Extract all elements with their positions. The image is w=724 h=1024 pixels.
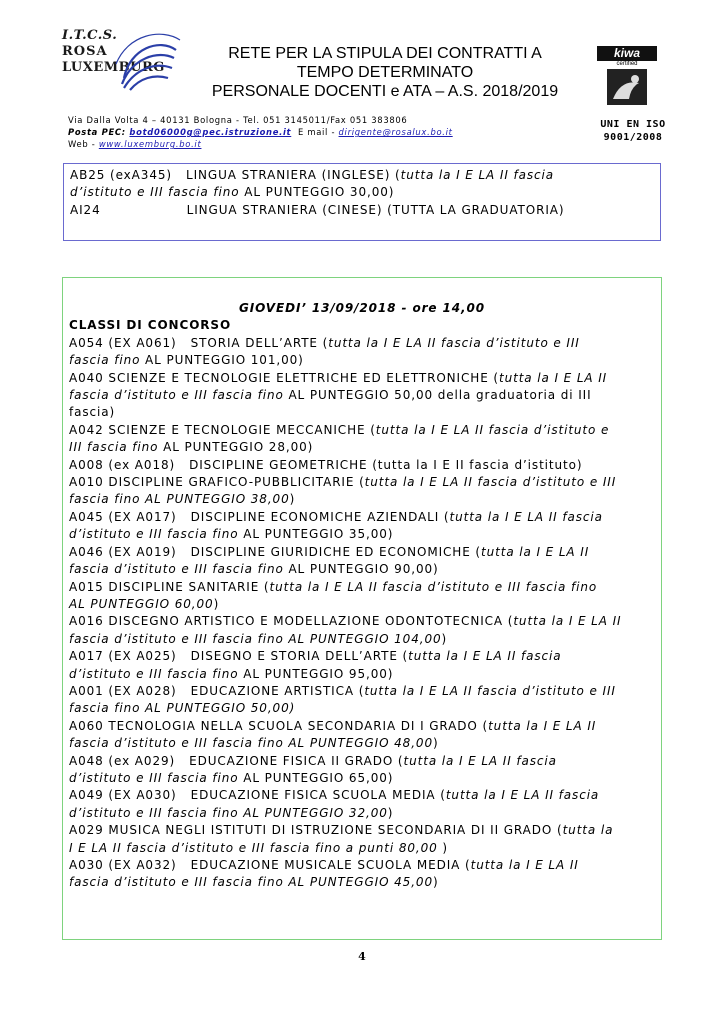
title-line-1: RETE PER LA STIPULA DEI CONTRATTI A — [228, 45, 542, 62]
class-note: tutta la I E LA II fascia — [400, 168, 554, 182]
title-line-3: PERSONALE DOCENTI e ATA – A.S. 2018/2019 — [211, 83, 559, 100]
class-text: AL PUNTEGGIO 65,00) — [238, 770, 394, 785]
class-text: AL PUNTEGGIO 35,00) — [238, 527, 394, 542]
document-title — [195, 44, 575, 101]
class-note: fascia fino AL PUNTEGGIO 38,00 — [69, 492, 290, 507]
list-item — [69, 822, 655, 839]
list-item — [69, 596, 655, 613]
class-note: tutta la I E LA II — [470, 858, 579, 872]
kiwa-brand: kiwa — [597, 46, 657, 61]
list-item — [69, 753, 655, 770]
class-code: AB25 (exA345) — [70, 168, 172, 182]
class-text: A054 (EX A061) — [69, 335, 177, 350]
class-note: tutta la — [562, 823, 614, 838]
list-item — [69, 370, 655, 387]
email-link[interactable]: dirigente@rosalux.bo.it — [338, 127, 453, 137]
website-link[interactable]: www.luxemburg.bo.it — [98, 139, 202, 149]
date-heading: GIOVEDI’ 13/09/2018 - ore 14,00 — [239, 301, 485, 315]
class-note: d’istituto e III fascia fino — [69, 666, 239, 681]
class-text: EDUCAZIONE MUSICALE SCUOLA MEDIA ( — [190, 858, 471, 872]
class-note: d’istituto e III fascia fino — [69, 770, 239, 785]
logo-line-1: I.T.C.S. — [62, 28, 118, 43]
list-item — [69, 840, 655, 857]
class-code: AI24 — [70, 202, 101, 217]
class-text: EDUCAZIONE FISICA II GRADO ( — [189, 753, 404, 768]
kiwa-certification-logo — [597, 46, 657, 110]
pec-email-link[interactable]: botd06000g@pec.istruzione.it — [129, 127, 292, 137]
list-item — [70, 202, 654, 219]
class-note: fascia d’istituto e III fascia fino — [69, 388, 284, 403]
iso-line-1: UNI EN ISO — [600, 119, 666, 130]
list-item — [69, 579, 655, 596]
class-note: tutta la I E LA II fascia d’istituto e — [375, 422, 610, 437]
class-note: I E LA II fascia d’istituto e III fascia fino a punti 80,00 — [69, 840, 438, 855]
list-item — [69, 439, 655, 456]
list-item — [69, 631, 655, 648]
list-item — [69, 491, 655, 508]
class-note: d’istituto e III fascia fino AL PUNTEGGIO 32,00 — [69, 805, 388, 820]
page-header — [0, 0, 724, 160]
class-text: EDUCAZIONE ARTISTICA ( — [190, 683, 365, 698]
class-note: III fascia fino — [69, 440, 159, 455]
class-text: DISCIPLINE ECONOMICHE AZIENDALI ( — [190, 509, 450, 524]
class-text: A029 MUSICA NEGLI ISTITUTI DI ISTRUZIONE SECONDARIA DI II GRADO ( — [69, 823, 563, 838]
class-text: AL PUNTEGGIO 28,00) — [158, 440, 314, 455]
class-text: A048 (ex A029) — [69, 753, 176, 768]
list-item — [69, 526, 655, 543]
class-note: tutta la I E LA II fascia d’istituto e III — [364, 475, 617, 490]
certification-mark-icon — [607, 69, 647, 105]
list-item — [69, 718, 655, 735]
class-text: A001 (EX A028) — [69, 683, 177, 698]
address-line: Via Dalla Volta 4 – 40131 Bologna - Tel. 051 3145011/Fax 051 383806 — [68, 115, 408, 125]
list-item — [69, 457, 655, 474]
class-text: ) — [433, 736, 439, 751]
class-note: fascia d’istituto e III fascia fino — [69, 562, 284, 577]
iso-certification — [588, 118, 678, 144]
list-item — [69, 700, 655, 717]
list-item — [70, 167, 654, 184]
list-item — [69, 666, 655, 683]
pec-email-line — [68, 126, 453, 138]
class-note: tutta la I E LA II fascia d’istituto e III — [328, 335, 580, 350]
school-seal-icon — [110, 28, 182, 94]
kiwa-certified-label: certified — [616, 61, 638, 67]
class-text: A045 (EX A017) — [69, 509, 177, 524]
class-text: A017 (EX A025) — [69, 649, 177, 664]
class-text: DISCIPLINE GIURIDICHE ED ECONOMICHE ( — [190, 544, 481, 559]
class-text: AL PUNTEGGIO 50,00 della graduatoria di III — [283, 388, 592, 403]
class-text: A049 (EX A030) — [69, 788, 177, 803]
list-item — [69, 509, 655, 526]
class-note: tutta la I E LA II — [488, 718, 597, 733]
class-note: fascia fino AL PUNTEGGIO 50,00) — [69, 701, 296, 716]
class-text: A046 (EX A019) — [69, 544, 177, 559]
class-note: tutta la I E LA II fascia — [408, 649, 562, 664]
list-item — [69, 544, 655, 561]
class-text: ) — [387, 805, 394, 820]
class-title: LINGUA STRANIERA (CINESE) (TUTTA LA GRADUATORIA) — [186, 202, 565, 217]
class-text: A010 DISCIPLINE GRAFICO-PUBBLICITARIE ( — [69, 475, 365, 490]
section-heading: CLASSI DI CONCORSO — [69, 318, 232, 333]
pec-label: Posta PEC: — [68, 127, 130, 137]
class-note: tutta la I E LA II fascia — [449, 509, 603, 524]
class-note: fascia d’istituto e III fascia fino AL PUNTEGGIO 45,00 — [69, 875, 434, 890]
title-line-2: TEMPO DETERMINATO — [296, 64, 474, 81]
languages-box — [63, 163, 661, 241]
list-item — [69, 648, 655, 665]
schedule-box — [62, 277, 662, 940]
class-text: ) — [289, 492, 296, 507]
class-text: A060 TECNOLOGIA NELLA SCUOLA SECONDARIA DI I GRADO ( — [69, 718, 489, 733]
class-note: tutta la I E LA II — [481, 544, 590, 559]
class-note: tutta la I E LA II fascia d’istituto e III fascia fino — [269, 579, 598, 594]
class-text: AL PUNTEGGIO 95,00) — [238, 666, 394, 681]
class-note: tutta la I E LA II — [513, 614, 622, 629]
list-item — [69, 387, 655, 404]
class-note: fascia d’istituto e III fascia fino AL PUNTEGGIO 48,00 — [69, 736, 434, 751]
class-note: d’istituto e III fascia fino — [69, 527, 239, 542]
class-text: DISCIPLINE GEOMETRICHE (tutta la I E II fascia d’istituto) — [189, 457, 583, 472]
iso-line-2: 9001/2008 — [603, 132, 663, 143]
list-item — [69, 874, 655, 891]
list-item — [69, 474, 655, 491]
class-text: A042 SCIENZE E TECNOLOGIE MECCANICHE ( — [69, 422, 376, 437]
class-note: fascia d’istituto e III fascia fino AL PUNTEGGIO 104,00 — [69, 631, 442, 646]
class-text: STORIA DELL’ARTE ( — [190, 335, 329, 350]
list-item — [69, 805, 655, 822]
list-item — [69, 770, 655, 787]
list-item — [69, 787, 655, 804]
class-text: AL PUNTEGGIO 90,00) — [283, 562, 439, 577]
logo-line-3: LUXEMBURG — [62, 60, 165, 75]
class-text: A040 SCIENZE E TECNOLOGIE ELETTRICHE ED ELETTRONICHE ( — [69, 370, 499, 385]
list-item — [69, 352, 655, 369]
class-list — [69, 335, 655, 892]
class-text: A008 (ex A018) — [69, 457, 176, 472]
class-text: ) — [433, 875, 439, 890]
list-item — [69, 404, 655, 421]
class-text: A015 DISCIPLINE SANITARIE ( — [69, 579, 270, 594]
class-text: fascia) — [69, 405, 116, 420]
list-item — [69, 561, 655, 578]
class-text: EDUCAZIONE FISICA SCUOLA MEDIA ( — [190, 788, 446, 803]
class-note: tutta la I E LA II fascia — [403, 753, 557, 768]
list-item — [69, 683, 655, 700]
list-item — [69, 735, 655, 752]
list-item — [69, 857, 655, 874]
class-note: tutta la I E LA II — [498, 370, 608, 385]
class-note: AL PUNTEGGIO 60,00 — [69, 596, 214, 611]
class-note: tutta la I E LA II fascia — [445, 788, 600, 803]
class-text: A030 (EX A032) — [69, 858, 177, 872]
class-text: A016 DISCEGNO ARTISTICO E MODELLAZIONE ODONTOTECNICA ( — [69, 614, 514, 629]
class-text: DISEGNO E STORIA DELL’ARTE ( — [190, 649, 409, 664]
class-note: tutta la I E LA II fascia d’istituto e III — [364, 683, 616, 698]
class-text: ) — [213, 596, 220, 611]
list-item — [69, 335, 655, 352]
class-text: AL PUNTEGGIO 101,00) — [140, 353, 304, 368]
class-note: d’istituto e III fascia fino — [70, 185, 240, 200]
school-logo — [62, 28, 192, 102]
class-text: ) — [441, 631, 448, 646]
email-label: E mail - — [297, 127, 339, 137]
class-text: ) — [437, 840, 448, 855]
school-contacts — [68, 114, 453, 150]
web-line — [68, 138, 453, 150]
list-item — [70, 184, 654, 201]
page-number: 4 — [358, 950, 366, 963]
class-score: AL PUNTEGGIO 30,00) — [239, 185, 395, 200]
list-item — [69, 613, 655, 630]
class-title: LINGUA STRANIERA (INGLESE) ( — [185, 168, 401, 182]
class-note: fascia fino — [69, 353, 141, 368]
logo-line-2: ROSA — [62, 44, 108, 59]
list-item — [69, 422, 655, 439]
web-label: Web - — [68, 139, 99, 149]
